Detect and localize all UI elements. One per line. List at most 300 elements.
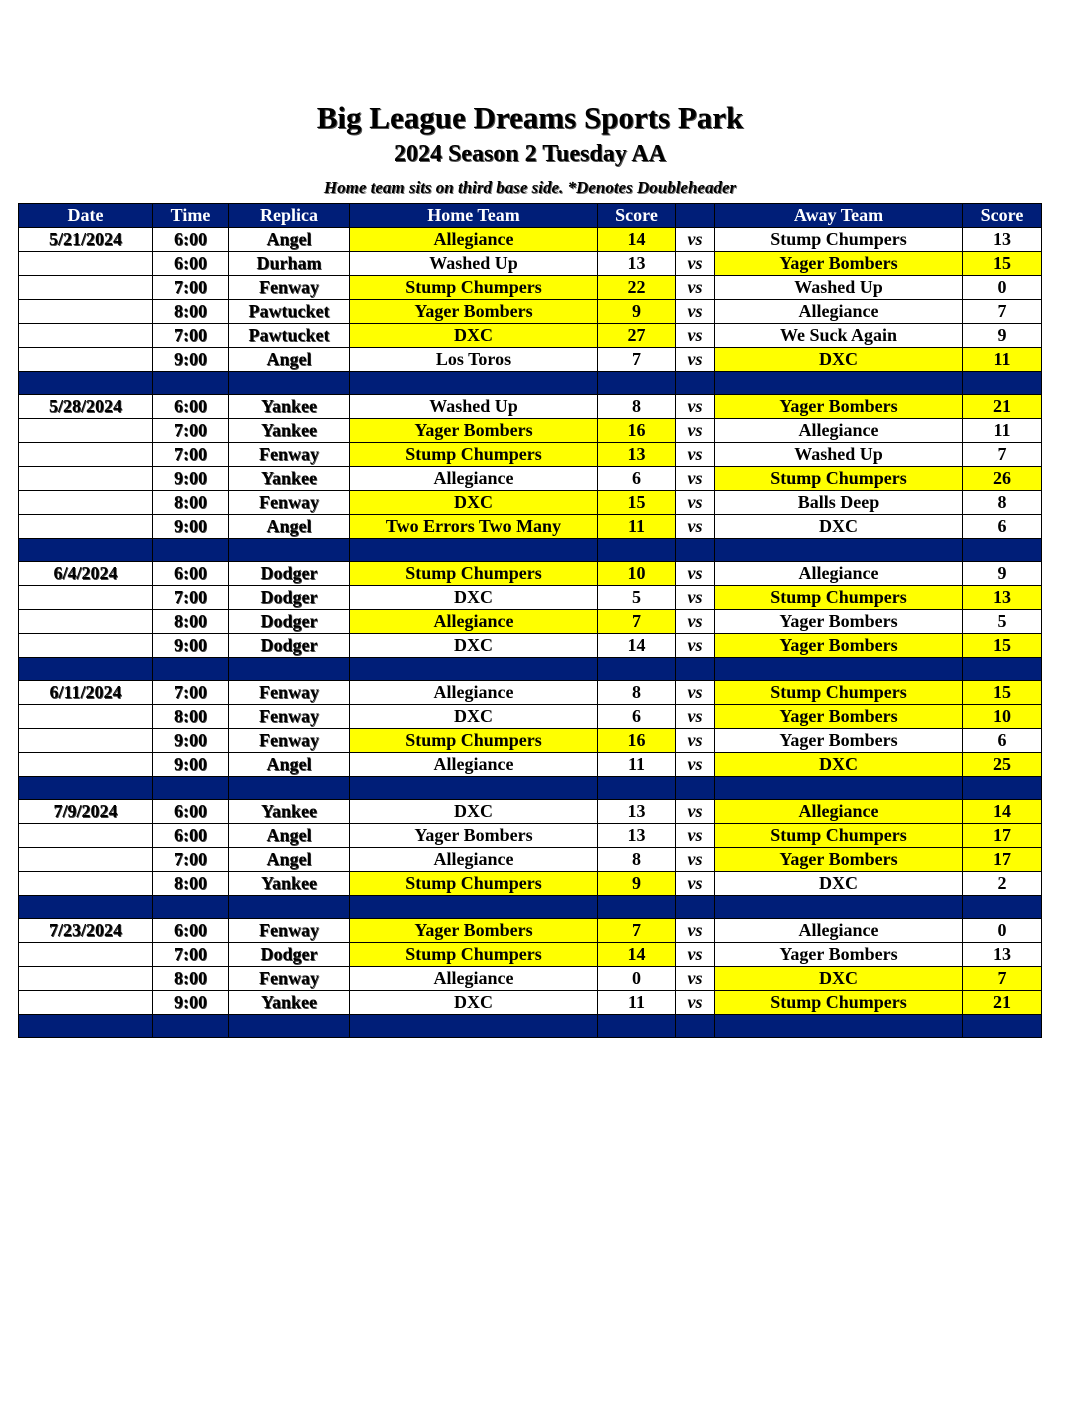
away-team: Yager Bombers (715, 634, 963, 658)
field-replica: Dodger (229, 586, 350, 610)
away-score: 13 (963, 586, 1042, 610)
game-time: 7:00 (153, 943, 229, 967)
away-team: Yager Bombers (715, 705, 963, 729)
separator-cell (963, 1015, 1042, 1038)
home-team: DXC (350, 634, 598, 658)
field-replica: Fenway (229, 967, 350, 991)
game-date (19, 991, 153, 1015)
game-row (19, 467, 1042, 491)
away-score: 0 (963, 919, 1042, 943)
home-team: DXC (350, 800, 598, 824)
field-replica: Fenway (229, 919, 350, 943)
vs-label: vs (676, 753, 715, 777)
game-date (19, 324, 153, 348)
game-row (19, 562, 1042, 586)
home-score: 7 (598, 348, 676, 372)
vs-label: vs (676, 824, 715, 848)
home-team: Los Toros (350, 348, 598, 372)
game-row (19, 634, 1042, 658)
game-time: 7:00 (153, 324, 229, 348)
game-row (19, 872, 1042, 896)
game-row (19, 991, 1042, 1015)
vs-label: vs (676, 634, 715, 658)
separator-cell (598, 539, 676, 562)
vs-label: vs (676, 872, 715, 896)
game-time: 7:00 (153, 681, 229, 705)
field-replica: Yankee (229, 395, 350, 419)
separator-cell (19, 658, 153, 681)
game-date: 6/4/2024 (19, 562, 153, 586)
home-team: Allegiance (350, 610, 598, 634)
home-team: Stump Chumpers (350, 443, 598, 467)
vs-label: vs (676, 562, 715, 586)
separator-cell (153, 777, 229, 800)
field-replica: Yankee (229, 467, 350, 491)
game-date (19, 705, 153, 729)
separator-cell (19, 372, 153, 395)
game-time: 9:00 (153, 729, 229, 753)
game-row (19, 348, 1042, 372)
separator-cell (229, 1015, 350, 1038)
away-score: 21 (963, 991, 1042, 1015)
home-team: Allegiance (350, 967, 598, 991)
field-replica: Angel (229, 824, 350, 848)
vs-label: vs (676, 419, 715, 443)
game-row (19, 586, 1042, 610)
page-title: Big League Dreams Sports Park (316, 100, 744, 135)
game-date (19, 419, 153, 443)
away-score: 9 (963, 562, 1042, 586)
separator-cell (963, 372, 1042, 395)
home-score: 14 (598, 228, 676, 252)
game-row (19, 276, 1042, 300)
game-row (19, 705, 1042, 729)
field-replica: Fenway (229, 491, 350, 515)
field-replica: Dodger (229, 943, 350, 967)
separator-cell (229, 372, 350, 395)
game-date (19, 348, 153, 372)
away-team: Stump Chumpers (715, 681, 963, 705)
vs-label: vs (676, 705, 715, 729)
separator-cell (963, 539, 1042, 562)
game-row (19, 729, 1042, 753)
game-time: 8:00 (153, 967, 229, 991)
vs-label: vs (676, 515, 715, 539)
game-time: 8:00 (153, 705, 229, 729)
field-replica: Yankee (229, 419, 350, 443)
home-score: 27 (598, 324, 676, 348)
week-separator-row (19, 1015, 1042, 1038)
game-row (19, 491, 1042, 515)
home-team: Yager Bombers (350, 300, 598, 324)
game-date: 7/9/2024 (19, 800, 153, 824)
game-row (19, 943, 1042, 967)
home-team: Stump Chumpers (350, 943, 598, 967)
vs-label: vs (676, 395, 715, 419)
separator-cell (153, 539, 229, 562)
away-team: Stump Chumpers (715, 824, 963, 848)
schedule-note: Home team sits on third base side. *Denotes Doubleheader (323, 178, 737, 197)
separator-cell (963, 896, 1042, 919)
game-time: 6:00 (153, 919, 229, 943)
field-replica: Angel (229, 753, 350, 777)
field-replica: Fenway (229, 705, 350, 729)
away-team: Yager Bombers (715, 943, 963, 967)
home-team: Allegiance (350, 228, 598, 252)
separator-cell (350, 658, 598, 681)
separator-cell (715, 658, 963, 681)
column-header-home-score: Score (598, 204, 676, 228)
separator-cell (963, 658, 1042, 681)
away-team: Yager Bombers (715, 395, 963, 419)
game-time: 7:00 (153, 848, 229, 872)
away-score: 5 (963, 610, 1042, 634)
separator-cell (676, 1015, 715, 1038)
game-date (19, 824, 153, 848)
vs-label: vs (676, 681, 715, 705)
field-replica: Fenway (229, 276, 350, 300)
separator-cell (153, 1015, 229, 1038)
home-team: DXC (350, 324, 598, 348)
game-time: 6:00 (153, 395, 229, 419)
field-replica: Pawtucket (229, 300, 350, 324)
home-score: 9 (598, 872, 676, 896)
game-row (19, 681, 1042, 705)
away-score: 0 (963, 276, 1042, 300)
home-team: Allegiance (350, 753, 598, 777)
game-row (19, 824, 1042, 848)
game-date (19, 848, 153, 872)
away-team: Allegiance (715, 800, 963, 824)
game-date (19, 943, 153, 967)
home-score: 8 (598, 681, 676, 705)
column-header-date: Date (19, 204, 153, 228)
home-team: Stump Chumpers (350, 729, 598, 753)
field-replica: Angel (229, 848, 350, 872)
game-date (19, 300, 153, 324)
field-replica: Fenway (229, 443, 350, 467)
away-score: 14 (963, 800, 1042, 824)
away-score: 15 (963, 634, 1042, 658)
field-replica: Fenway (229, 729, 350, 753)
home-score: 11 (598, 753, 676, 777)
vs-label: vs (676, 348, 715, 372)
game-date (19, 729, 153, 753)
separator-cell (598, 896, 676, 919)
game-date (19, 586, 153, 610)
separator-cell (350, 1015, 598, 1038)
separator-cell (153, 896, 229, 919)
game-date: 5/21/2024 (19, 228, 153, 252)
game-time: 7:00 (153, 276, 229, 300)
separator-cell (715, 777, 963, 800)
field-replica: Durham (229, 252, 350, 276)
field-replica: Dodger (229, 562, 350, 586)
separator-cell (19, 896, 153, 919)
game-row (19, 228, 1042, 252)
header-row (19, 204, 1042, 228)
game-date (19, 753, 153, 777)
vs-label: vs (676, 252, 715, 276)
away-team: DXC (715, 967, 963, 991)
game-date: 5/28/2024 (19, 395, 153, 419)
home-score: 5 (598, 586, 676, 610)
home-score: 14 (598, 634, 676, 658)
away-team: Allegiance (715, 562, 963, 586)
separator-cell (350, 372, 598, 395)
game-time: 9:00 (153, 634, 229, 658)
away-score: 7 (963, 967, 1042, 991)
game-date (19, 515, 153, 539)
home-score: 22 (598, 276, 676, 300)
schedule-body (19, 228, 1042, 1038)
game-time: 6:00 (153, 824, 229, 848)
game-time: 6:00 (153, 562, 229, 586)
away-score: 15 (963, 681, 1042, 705)
field-replica: Angel (229, 228, 350, 252)
away-team: Yager Bombers (715, 610, 963, 634)
away-team: Stump Chumpers (715, 228, 963, 252)
game-row (19, 515, 1042, 539)
column-header-away-score: Score (963, 204, 1042, 228)
separator-cell (350, 777, 598, 800)
home-score: 6 (598, 467, 676, 491)
away-score: 21 (963, 395, 1042, 419)
vs-label: vs (676, 491, 715, 515)
game-row (19, 848, 1042, 872)
home-score: 0 (598, 967, 676, 991)
away-team: Washed Up (715, 443, 963, 467)
home-team: Allegiance (350, 467, 598, 491)
home-team: DXC (350, 705, 598, 729)
field-replica: Dodger (229, 634, 350, 658)
vs-label: vs (676, 610, 715, 634)
home-score: 13 (598, 443, 676, 467)
game-date: 6/11/2024 (19, 681, 153, 705)
column-header-time: Time (153, 204, 229, 228)
game-time: 8:00 (153, 610, 229, 634)
away-team: Washed Up (715, 276, 963, 300)
home-score: 13 (598, 800, 676, 824)
separator-cell (229, 658, 350, 681)
game-time: 7:00 (153, 586, 229, 610)
separator-cell (715, 1015, 963, 1038)
away-team: Yager Bombers (715, 848, 963, 872)
vs-label: vs (676, 800, 715, 824)
field-replica: Pawtucket (229, 324, 350, 348)
separator-cell (963, 777, 1042, 800)
game-time: 9:00 (153, 348, 229, 372)
schedule-table (18, 203, 1042, 1038)
home-team: Washed Up (350, 252, 598, 276)
away-score: 13 (963, 228, 1042, 252)
field-replica: Fenway (229, 681, 350, 705)
home-score: 7 (598, 919, 676, 943)
game-time: 9:00 (153, 515, 229, 539)
away-score: 11 (963, 348, 1042, 372)
separator-cell (676, 896, 715, 919)
home-team: DXC (350, 491, 598, 515)
separator-cell (715, 539, 963, 562)
week-separator-row (19, 658, 1042, 681)
away-team: We Suck Again (715, 324, 963, 348)
game-time: 9:00 (153, 991, 229, 1015)
field-replica: Yankee (229, 800, 350, 824)
game-time: 8:00 (153, 300, 229, 324)
away-score: 26 (963, 467, 1042, 491)
separator-cell (350, 539, 598, 562)
home-team: Yager Bombers (350, 919, 598, 943)
away-score: 6 (963, 729, 1042, 753)
field-replica: Angel (229, 515, 350, 539)
separator-cell (350, 896, 598, 919)
away-team: Yager Bombers (715, 252, 963, 276)
separator-cell (598, 1015, 676, 1038)
field-replica: Yankee (229, 991, 350, 1015)
game-row (19, 919, 1042, 943)
away-team: Allegiance (715, 300, 963, 324)
vs-label: vs (676, 729, 715, 753)
home-score: 15 (598, 491, 676, 515)
separator-cell (19, 777, 153, 800)
field-replica: Yankee (229, 872, 350, 896)
game-date (19, 276, 153, 300)
home-team: Allegiance (350, 848, 598, 872)
separator-cell (676, 539, 715, 562)
vs-label: vs (676, 943, 715, 967)
away-team: Allegiance (715, 919, 963, 943)
game-date (19, 634, 153, 658)
game-time: 6:00 (153, 252, 229, 276)
away-score: 11 (963, 419, 1042, 443)
vs-label: vs (676, 276, 715, 300)
home-score: 13 (598, 824, 676, 848)
separator-cell (715, 372, 963, 395)
vs-label: vs (676, 443, 715, 467)
away-team: Yager Bombers (715, 729, 963, 753)
game-time: 8:00 (153, 491, 229, 515)
game-date (19, 491, 153, 515)
game-row (19, 753, 1042, 777)
away-score: 6 (963, 515, 1042, 539)
game-date: 7/23/2024 (19, 919, 153, 943)
week-separator-row (19, 372, 1042, 395)
game-row (19, 419, 1042, 443)
game-date (19, 610, 153, 634)
away-score: 15 (963, 252, 1042, 276)
separator-cell (153, 658, 229, 681)
separator-cell (229, 777, 350, 800)
separator-cell (19, 539, 153, 562)
away-team: Stump Chumpers (715, 991, 963, 1015)
away-score: 17 (963, 848, 1042, 872)
column-header-vs (676, 204, 715, 228)
home-score: 6 (598, 705, 676, 729)
home-team: Stump Chumpers (350, 276, 598, 300)
field-replica: Angel (229, 348, 350, 372)
game-row (19, 324, 1042, 348)
game-time: 7:00 (153, 419, 229, 443)
vs-label: vs (676, 300, 715, 324)
home-team: Stump Chumpers (350, 872, 598, 896)
away-team: DXC (715, 872, 963, 896)
home-score: 8 (598, 848, 676, 872)
game-time: 6:00 (153, 800, 229, 824)
game-row (19, 800, 1042, 824)
separator-cell (676, 372, 715, 395)
home-team: Stump Chumpers (350, 562, 598, 586)
vs-label: vs (676, 228, 715, 252)
game-row (19, 395, 1042, 419)
away-team: Stump Chumpers (715, 467, 963, 491)
vs-label: vs (676, 848, 715, 872)
game-time: 9:00 (153, 467, 229, 491)
away-score: 7 (963, 300, 1042, 324)
home-team: Yager Bombers (350, 419, 598, 443)
separator-cell (598, 777, 676, 800)
separator-cell (229, 896, 350, 919)
game-row (19, 252, 1042, 276)
away-team: DXC (715, 753, 963, 777)
column-header-home-team: Home Team (350, 204, 598, 228)
game-row (19, 610, 1042, 634)
separator-cell (676, 777, 715, 800)
home-team: Yager Bombers (350, 824, 598, 848)
separator-cell (153, 372, 229, 395)
home-team: Allegiance (350, 681, 598, 705)
game-date (19, 467, 153, 491)
vs-label: vs (676, 324, 715, 348)
away-score: 7 (963, 443, 1042, 467)
field-replica: Dodger (229, 610, 350, 634)
week-separator-row (19, 896, 1042, 919)
game-time: 9:00 (153, 753, 229, 777)
game-time: 6:00 (153, 228, 229, 252)
separator-cell (19, 1015, 153, 1038)
vs-label: vs (676, 967, 715, 991)
away-team: Balls Deep (715, 491, 963, 515)
vs-label: vs (676, 991, 715, 1015)
home-score: 11 (598, 515, 676, 539)
away-team: DXC (715, 515, 963, 539)
home-score: 8 (598, 395, 676, 419)
home-score: 7 (598, 610, 676, 634)
home-score: 16 (598, 729, 676, 753)
away-score: 17 (963, 824, 1042, 848)
away-team: DXC (715, 348, 963, 372)
separator-cell (229, 539, 350, 562)
page-subtitle: 2024 Season 2 Tuesday AA (393, 141, 667, 167)
separator-cell (598, 372, 676, 395)
home-score: 16 (598, 419, 676, 443)
game-time: 8:00 (153, 872, 229, 896)
home-team: DXC (350, 586, 598, 610)
home-team: DXC (350, 991, 598, 1015)
home-score: 10 (598, 562, 676, 586)
game-row (19, 443, 1042, 467)
game-row (19, 300, 1042, 324)
week-separator-row (19, 539, 1042, 562)
away-team: Allegiance (715, 419, 963, 443)
game-date (19, 252, 153, 276)
separator-cell (598, 658, 676, 681)
away-score: 13 (963, 943, 1042, 967)
game-date (19, 872, 153, 896)
away-score: 2 (963, 872, 1042, 896)
away-score: 10 (963, 705, 1042, 729)
home-team: Washed Up (350, 395, 598, 419)
home-team: Two Errors Two Many (350, 515, 598, 539)
